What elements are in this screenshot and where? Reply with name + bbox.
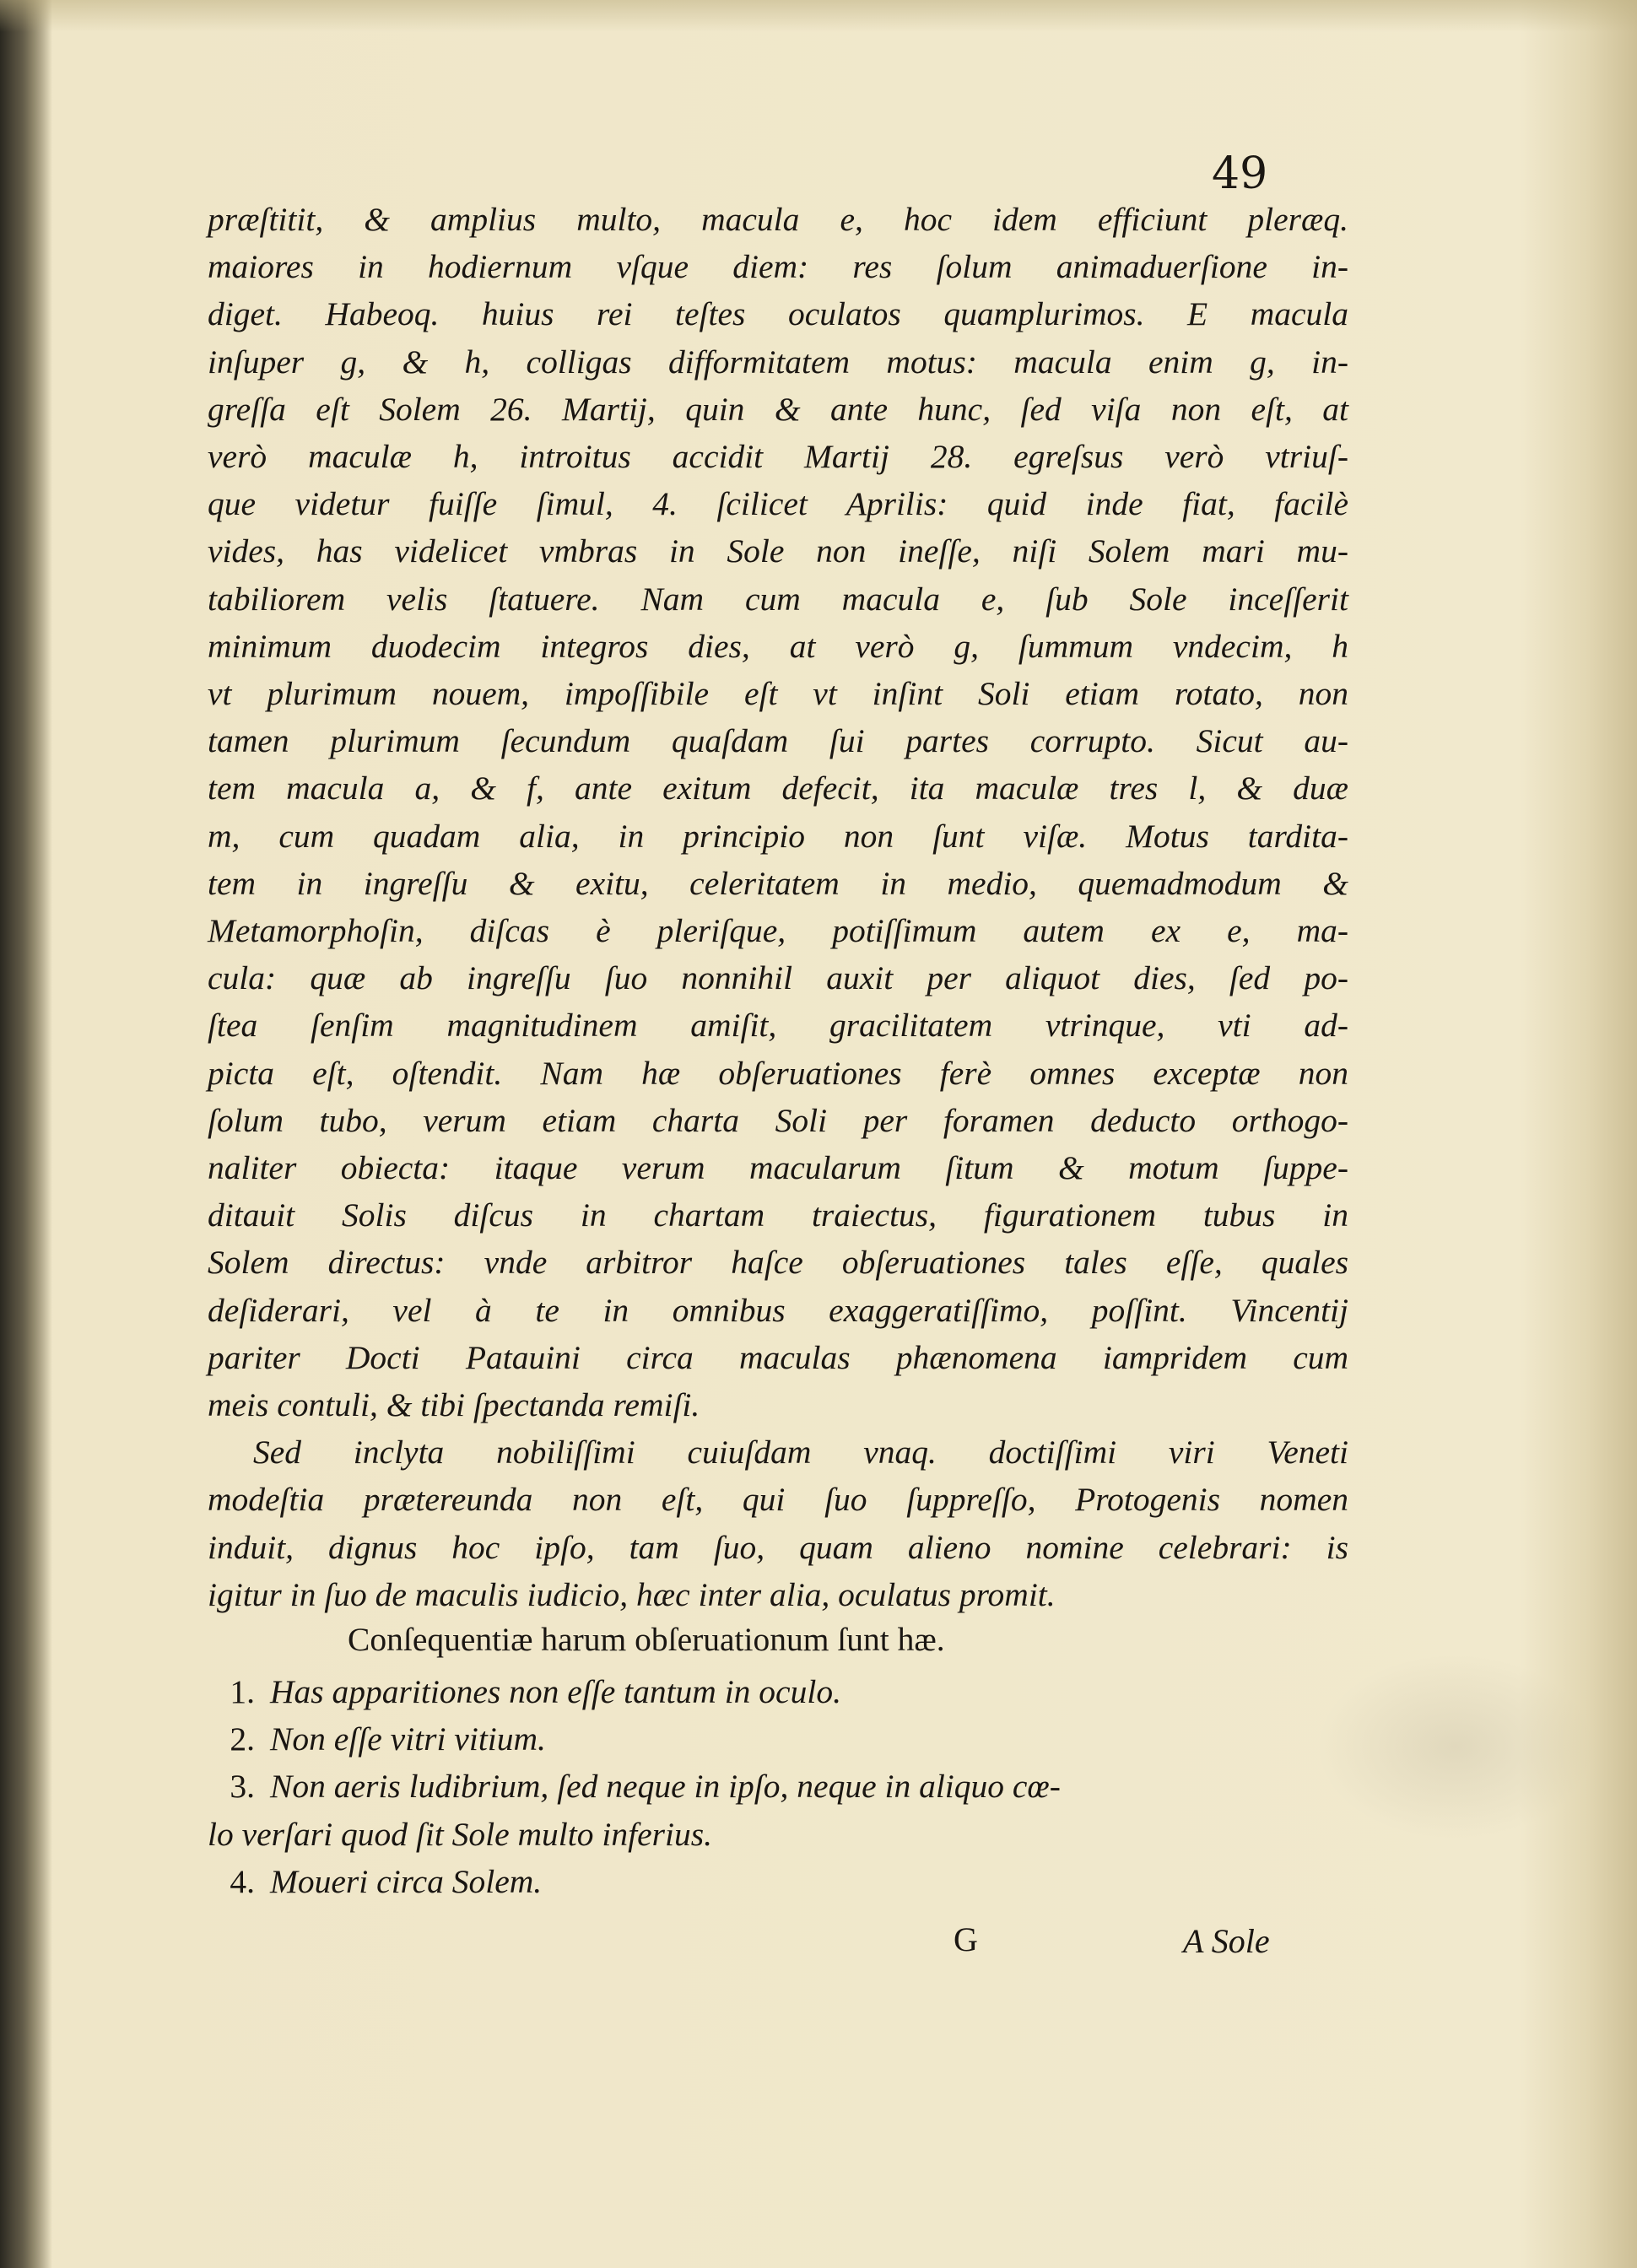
text-line: diget. Habeoq. huius rei teſtes oculatos quamplurimos. E macula xyxy=(208,295,1348,333)
list-item-number: 1. xyxy=(230,1673,255,1710)
text-line: verò maculæ h, introitus accidit Martij 28. egreſsus verò vtriuſ- xyxy=(208,438,1348,476)
list-item xyxy=(208,1858,1348,1905)
text-line: maiores in hodiernum vſque diem: res ſolum animaduerſione in- xyxy=(208,248,1348,286)
text-line: picta eſt, oſtendit. Nam hæ obſeruationes ferè omnes exceptæ non xyxy=(208,1054,1348,1092)
text-line: vides, has videlicet vmbras in Sole non ineſſe, niſi Solem mari mu- xyxy=(208,532,1348,570)
text-line: vt plurimum nouem, impoſſibile eſt vt inſint Soli etiam rotato, non xyxy=(208,675,1348,713)
text-line: Solem directus: vnde arbitror haſce obſeruationes tales eſſe, quales xyxy=(208,1244,1348,1282)
list-item-text: Non eſſe vitri vitium. xyxy=(270,1720,546,1758)
text-line: Metamorphoſin, diſcas è pleriſque, potiſſimum autem ex e, ma- xyxy=(208,912,1348,950)
signature-mark: G xyxy=(954,1920,978,1958)
catchword: A Sole xyxy=(1183,1922,1270,1960)
text-line: deſiderari, vel à te in omnibus exaggeratiſſimo, poſſint. Vincentij xyxy=(208,1291,1348,1329)
text-line: naliter obiecta: itaque verum macularum ſitum & motum ſuppe- xyxy=(208,1149,1348,1187)
text-line: ditauit Solis diſcus in chartam traiectus, figurationem tubus in xyxy=(208,1196,1348,1234)
text-line: tamen plurimum ſecundum quaſdam ſui partes corrupto. Sicut au- xyxy=(208,722,1348,760)
list-item xyxy=(208,1715,1348,1763)
show-through-stain xyxy=(1316,1654,1595,1839)
list-item-number: 2. xyxy=(230,1720,255,1758)
text-line: tem macula a, & f, ante exitum defecit, ita maculæ tres l, & duæ xyxy=(208,770,1348,807)
page-number: 49 xyxy=(1212,148,1268,199)
text-line: tabiliorem velis ſtatuere. Nam cum macula e, ſub Sole inceſſerit xyxy=(208,580,1348,618)
text-line: greſſa eſt Solem 26. Martij, quin & ante hunc, ſed viſa non eſt, at xyxy=(208,390,1348,428)
text-line: modeſtia prætereunda non eſt, qui ſuo ſuppreſſo, Protogenis nomen xyxy=(208,1481,1348,1519)
consequences-heading: Conſequentiæ harum obſeruationum ſunt hæ. xyxy=(348,1621,945,1658)
text-line: inſuper g, & h, colligas difformitatem motus: macula enim g, in- xyxy=(208,343,1348,381)
text-line: Sed inclyta nobiliſſimi cuiuſdam vnaq. doctiſſimi viri Veneti xyxy=(253,1434,1348,1472)
list-item xyxy=(208,1763,1348,1810)
text-line: tem in ingreſſu & exitu, celeritatem in medio, quemadmodum & xyxy=(208,864,1348,902)
list-item-text: Has apparitiones non eſſe tantum in oculo. xyxy=(270,1673,841,1710)
text-line: ſolum tubo, verum etiam charta Soli per foramen deducto orthogo- xyxy=(208,1101,1348,1139)
text-line: minimum duodecim integros dies, at verò g, ſummum vndecim, h xyxy=(208,627,1348,665)
list-item xyxy=(208,1668,1348,1715)
list-item-continuation: lo verſari quod ſit Sole multo inferius. xyxy=(208,1815,712,1853)
text-line: cula: quæ ab ingreſſu ſuo nonnihil auxit per aliquot dies, ſed po- xyxy=(208,959,1348,997)
list-item-text: Moueri circa Solem. xyxy=(270,1862,543,1900)
text-line: induit, dignus hoc ipſo, tam ſuo, quam alieno nomine celebrari: is xyxy=(208,1528,1348,1566)
page-gutter-shadow xyxy=(0,0,52,2268)
text-line: ſtea ſenſim magnitudinem amiſit, gracilitatem vtrinque, vti ad- xyxy=(208,1007,1348,1045)
text-line: præſtitit, & amplius multo, macula e, hoc idem efficiunt pleræq. xyxy=(208,201,1348,238)
text-line: meis contuli, & tibi ſpectanda remiſi. xyxy=(208,1386,700,1424)
list-item-number: 4. xyxy=(230,1862,255,1900)
list-item-number: 3. xyxy=(230,1768,255,1806)
main-text-block xyxy=(208,196,1348,1618)
consequences-list xyxy=(208,1668,1348,1905)
text-line: pariter Docti Patauini circa maculas phænomena iampridem cum xyxy=(208,1338,1348,1376)
text-line: que videtur fuiſſe ſimul, 4. ſcilicet Aprilis: quid inde fiat, facilè xyxy=(208,485,1348,523)
text-line: igitur in ſuo de maculis iudicio, hæc inter alia, oculatus promit. xyxy=(208,1575,1056,1613)
list-item-text: Non aeris ludibrium, ſed neque in ipſo, neque in aliquo cœ- xyxy=(270,1768,1061,1806)
page-top-edge xyxy=(0,0,1637,32)
text-line: m, cum quadam alia, in principio non ſunt viſæ. Motus tardita- xyxy=(208,817,1348,855)
